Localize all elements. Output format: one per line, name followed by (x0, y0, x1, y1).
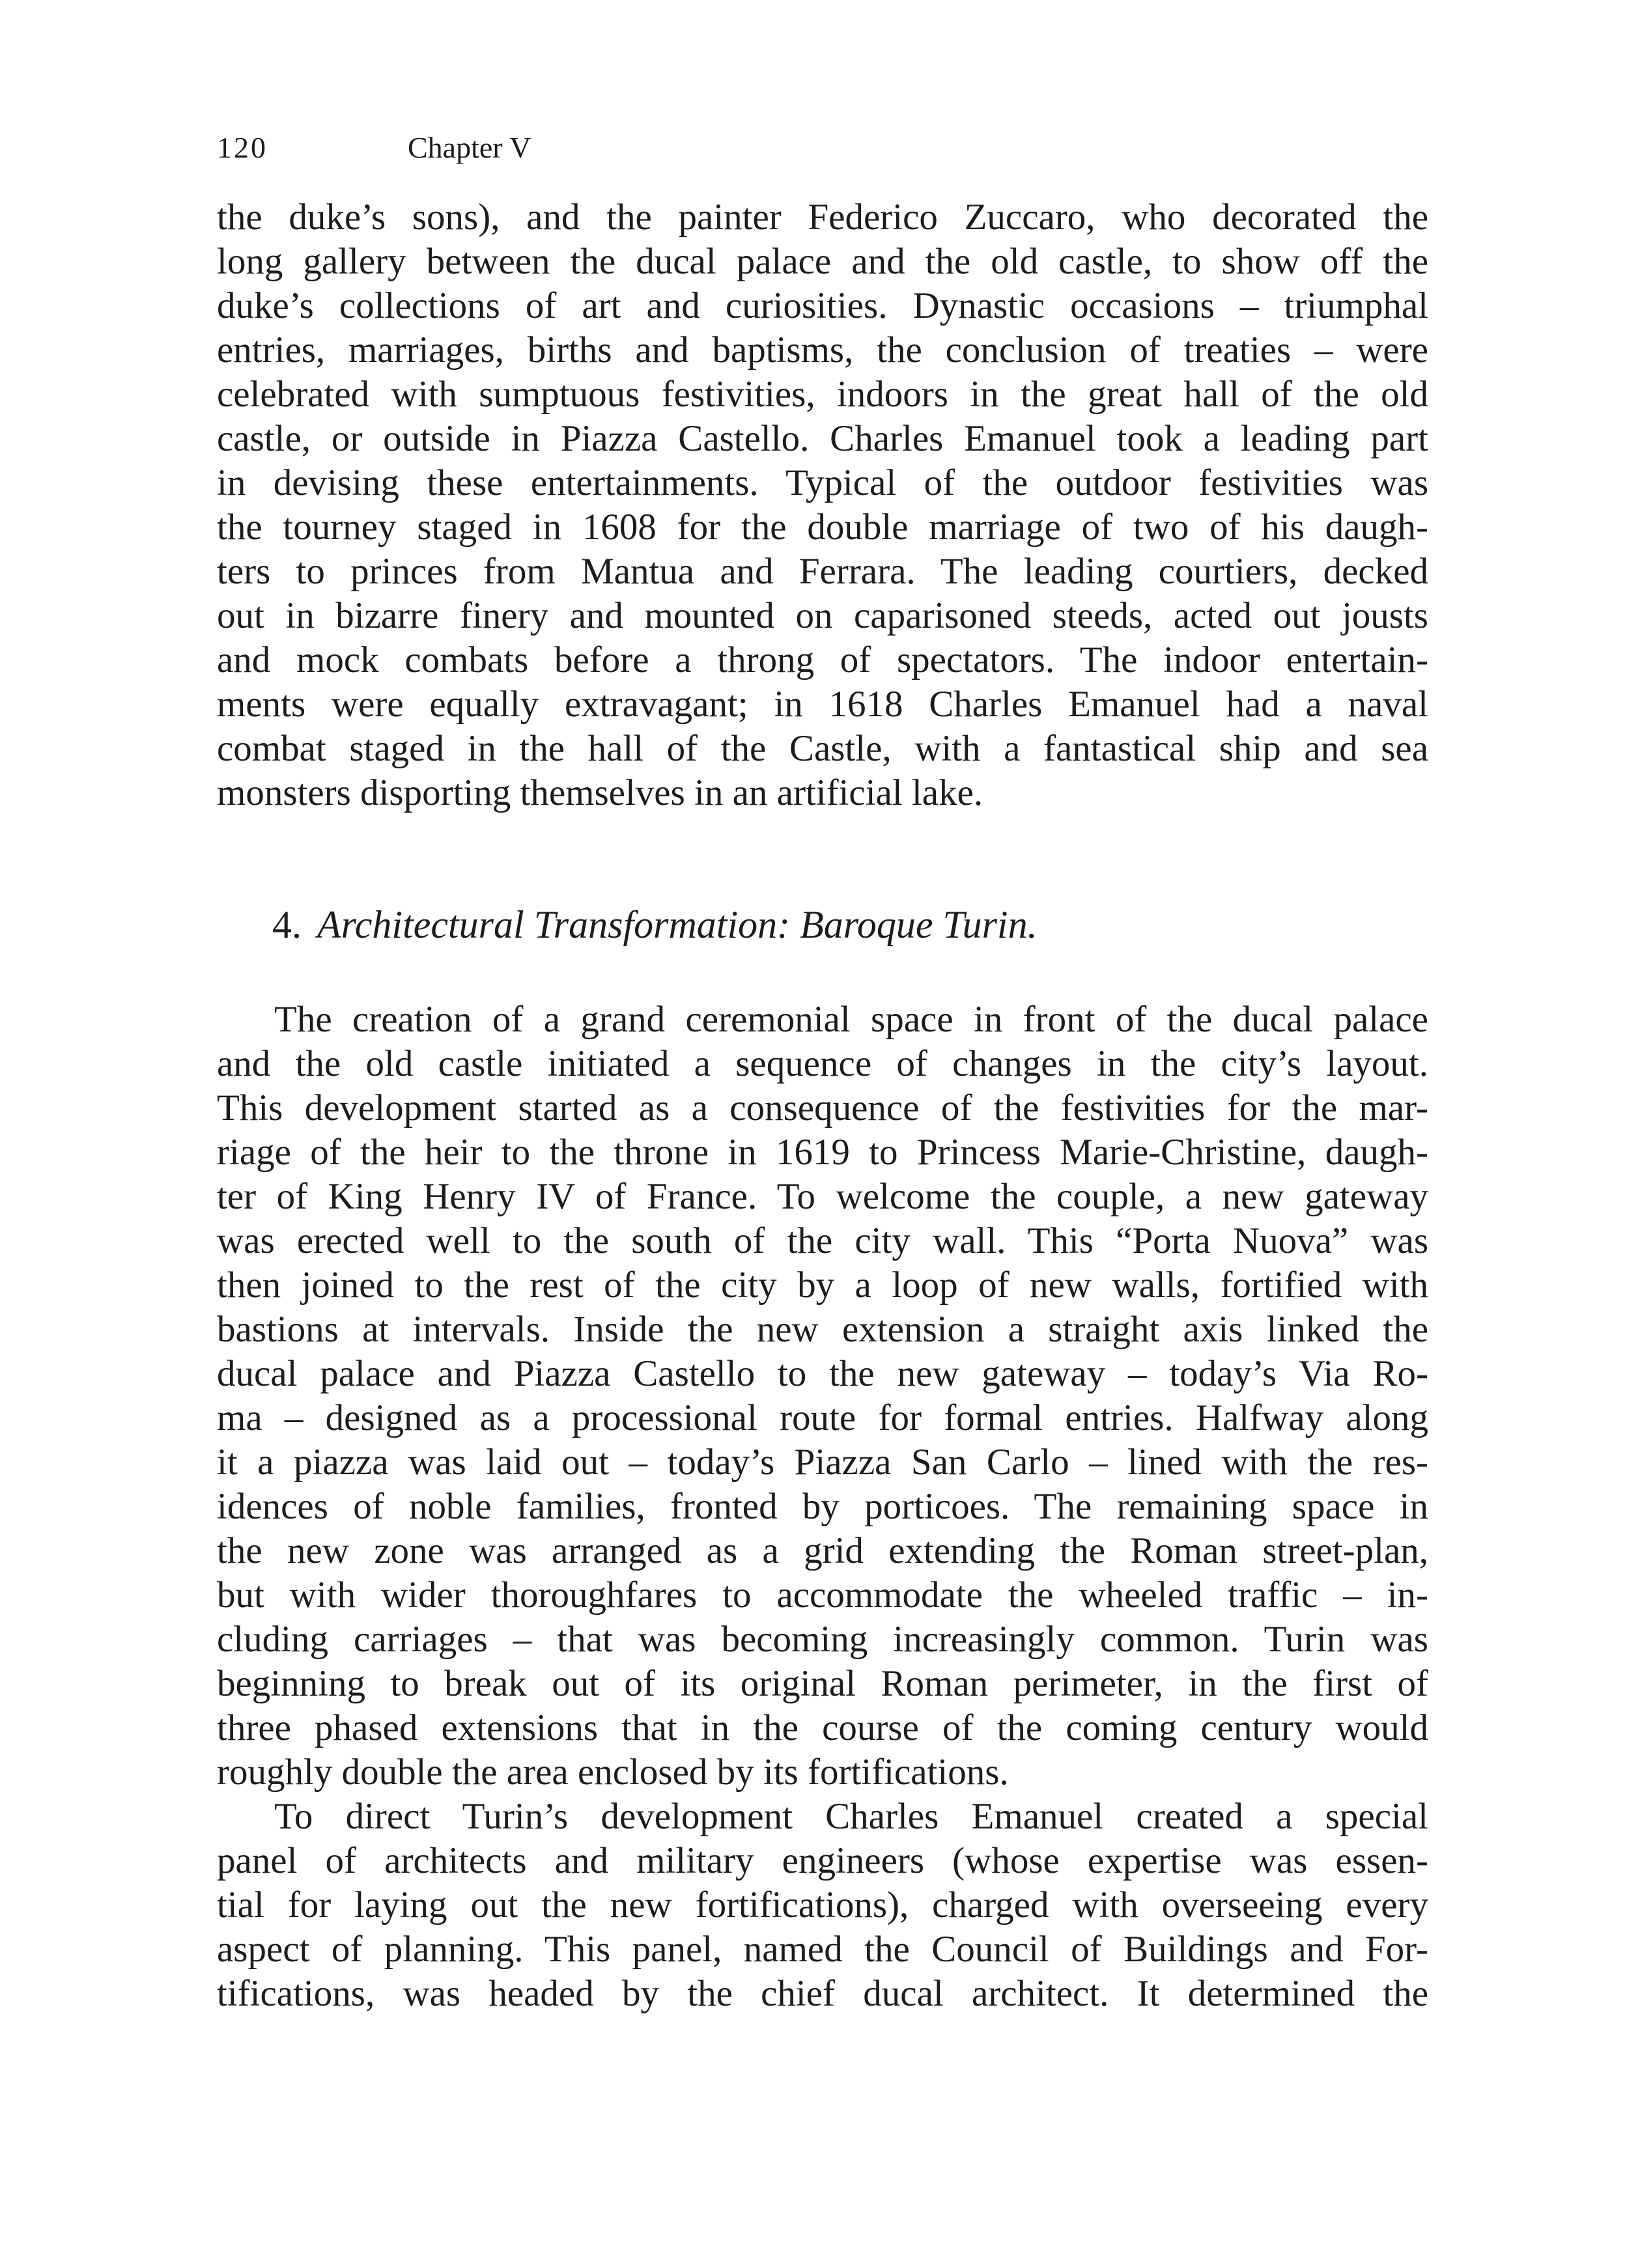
text-line: but with wider thoroughfares to accommodate the wheeled traffic – in- (217, 1575, 1428, 1616)
running-head (217, 125, 1428, 171)
text-line: monsters disporting themselves in an artificial lake. (217, 772, 983, 813)
text-line: idences of noble families, fronted by porticoes. The remaining space in (217, 1486, 1428, 1527)
text-line: duke’s collections of art and curiosities. Dynastic occasions – triumphal (217, 285, 1428, 326)
section-heading (272, 899, 1038, 951)
body-text (217, 998, 1428, 2016)
text-line: then joined to the rest of the city by a loop of new walls, fortified with (217, 1265, 1428, 1306)
text-line: was erected well to the south of the city wall. This “Porta Nuova” was (217, 1220, 1428, 1261)
text-line: out in bizarre finery and mounted on caparisoned steeds, acted out jousts (217, 595, 1428, 636)
text-line: To direct Turin’s development Charles Emanuel created a special (274, 1796, 1428, 1837)
text-line: the duke’s sons), and the painter Federico Zuccaro, who decorated the (217, 197, 1428, 238)
text-line: entries, marriages, births and baptisms, the conclusion of treaties – were (217, 329, 1428, 371)
text-line: it a piazza was laid out – today’s Piazza San Carlo – lined with the res- (217, 1442, 1428, 1483)
text-line: celebrated with sumptuous festivities, indoors in the great hall of the old (217, 374, 1428, 415)
text-line: ter of King Henry IV of France. To welcome the couple, a new gateway (217, 1176, 1428, 1217)
text-line: roughly double the area enclosed by its fortifications. (217, 1752, 1009, 1793)
text-line: beginning to break out of its original Roman perimeter, in the first of (217, 1663, 1428, 1704)
text-line: bastions at intervals. Inside the new extension a straight axis linked the (217, 1309, 1428, 1350)
text-line: the tourney staged in 1608 for the double marriage of two of his daugh- (217, 507, 1428, 548)
text-line: The creation of a grand ceremonial space in front of the ducal palace (274, 999, 1428, 1040)
text-line: panel of architects and military engineers (whose expertise was essen- (217, 1840, 1428, 1881)
text-line: and mock combats before a throng of spectators. The indoor entertain- (217, 639, 1428, 680)
chapter-title: Chapter V (408, 131, 531, 164)
section-number: 4. (272, 903, 302, 946)
text-line: This development started as a consequence of the festivities for the mar- (217, 1087, 1428, 1128)
paragraph-2 (217, 998, 1428, 1795)
text-line: tifications, was headed by the chief ducal architect. It determined the (217, 1973, 1428, 2014)
text-line: the new zone was arranged as a grid extending the Roman street-plan, (217, 1530, 1428, 1571)
text-line: combat staged in the hall of the Castle, with a fantastical ship and sea (217, 728, 1428, 769)
text-line: riage of the heir to the throne in 1619 to Princess Marie-Christine, daugh- (217, 1132, 1428, 1173)
section-title: Architectural Transformation: Baroque Turin. (317, 903, 1038, 946)
text-line: long gallery between the ducal palace and the old castle, to show off the (217, 241, 1428, 282)
text-line: ma – designed as a processional route for formal entries. Halfway along (217, 1397, 1428, 1438)
text-line: and the old castle initiated a sequence of changes in the city’s layout. (217, 1043, 1428, 1084)
paragraph-1 (217, 195, 1428, 815)
text-line: aspect of planning. This panel, named the Council of Buildings and For- (217, 1929, 1428, 1970)
text-line: ters to princes from Mantua and Ferrara. The leading courtiers, decked (217, 551, 1428, 592)
text-line: in devising these entertainments. Typical of the outdoor festivities was (217, 462, 1428, 503)
paragraph-3 (217, 1795, 1428, 2016)
text-line: tial for laying out the new fortifications), charged with overseeing every (217, 1884, 1428, 1925)
text-line: castle, or outside in Piazza Castello. Charles Emanuel took a leading part (217, 418, 1428, 459)
text-line: ducal palace and Piazza Castello to the new gateway – today’s Via Ro- (217, 1353, 1428, 1394)
text-line: ments were equally extravagant; in 1618 Charles Emanuel had a naval (217, 684, 1428, 725)
page-number: 120 (217, 131, 268, 164)
text-line: three phased extensions that in the course of the coming century would (217, 1707, 1428, 1748)
text-line: cluding carriages – that was becoming increasingly common. Turin was (217, 1619, 1428, 1660)
